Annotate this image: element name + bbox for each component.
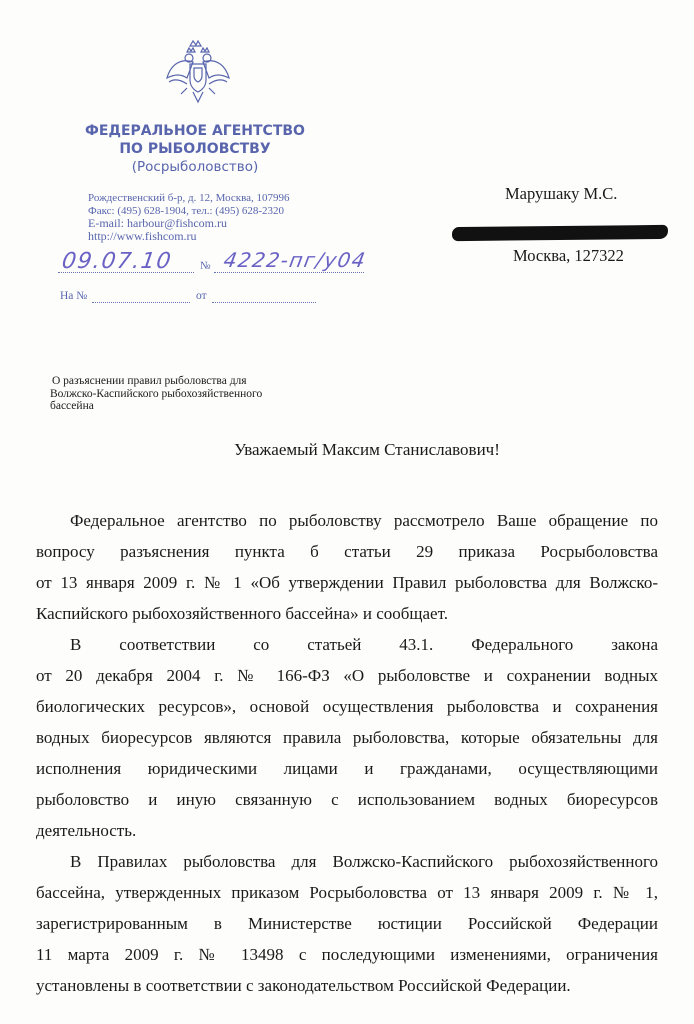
body-line: 11 марта 2009 г. № 13498 с последующими изменениями, ограничения — [36, 945, 658, 964]
agency-address: Рождественский б-р, д. 12, Москва, 107996 — [88, 192, 290, 204]
reference-date-underline — [212, 302, 316, 303]
body-line: исполнения юридическими лицами и гражданами, осуществляющими — [36, 759, 658, 778]
letter-subject — [50, 375, 320, 413]
agency-name-line1: ФЕДЕРАЛЬНОЕ АГЕНТСТВО — [85, 123, 305, 139]
subject-line2: Волжско-Каспийского рыбохозяйственного — [50, 387, 263, 400]
body-line: рыболовство и иную связанную с использованием водных биоресурсов — [36, 790, 658, 809]
body-line: от 20 декабря 2004 г. № 166-ФЗ «О рыболовстве и сохранении водных — [36, 666, 658, 685]
paragraph-3 — [36, 846, 658, 1001]
body-line: зарегистрированным в Министерстве юстиции Российской Федерации — [36, 914, 658, 933]
agency-contacts — [88, 192, 358, 242]
body-line: биологических ресурсов», основой осуществления рыболовства и сохранения — [36, 697, 658, 716]
paragraph-2 — [36, 629, 658, 846]
letter-body — [36, 505, 658, 1001]
paragraph-1 — [36, 505, 658, 629]
body-line: вопросу разъяснения пункта б статьи 29 приказа Росрыболовства — [36, 542, 658, 561]
number-sign: № — [200, 260, 211, 272]
body-line: установлены в соответствии с законодательством Российской Федерации. — [36, 976, 571, 995]
agency-name-line2: ПО РЫБОЛОВСТВУ — [119, 141, 271, 157]
body-line: Каспийского рыбохозяйственного бассейна» и сообщает. — [36, 604, 448, 623]
date-underline — [58, 272, 194, 273]
recipient-city: Москва, 127322 — [513, 246, 624, 265]
coat-of-arms-icon — [163, 38, 233, 106]
body-line: В Правилах рыболовства для Волжско-Каспийского рыбохозяйственного — [70, 852, 658, 871]
redacted-address — [452, 225, 668, 241]
agency-abbreviation: (Росрыболовство) — [131, 159, 259, 175]
agency-phones: Факс: (495) 628-1904, тел.: (495) 628-2320 — [88, 204, 285, 217]
agency-email: E-mail: harbour@fishcom.ru — [88, 216, 228, 230]
number-underline — [214, 272, 364, 273]
subject-line1: О разъяснении правил рыболовства для — [52, 375, 247, 387]
reference-number-label: На № — [60, 290, 88, 302]
outgoing-number: 4222-пг/у04 — [221, 248, 369, 272]
body-line: деятельность. — [36, 821, 137, 840]
reference-number-underline — [92, 302, 190, 303]
salutation: Уважаемый Максим Станиславович! — [234, 440, 500, 459]
agency-name-block — [55, 122, 335, 176]
body-line: бассейна, утвержденных приказом Росрыболовства от 13 января 2009 г. № 1, — [36, 883, 658, 902]
body-line: водных биоресурсов являются правила рыболовства, которые обязательны для — [36, 728, 658, 747]
body-line: Федеральное агентство по рыболовству рассмотрело Ваше обращение по — [70, 511, 658, 530]
outgoing-date: 09.07.10 — [60, 249, 174, 274]
body-line: В соответствии со статьей 43.1. Федерального закона — [70, 635, 658, 654]
recipient-name: Марушаку М.С. — [505, 184, 618, 203]
subject-line3: бассейна — [50, 400, 94, 412]
agency-website: http://www.fishcom.ru — [88, 228, 197, 243]
body-line: от 13 января 2009 г. № 1 «Об утверждении Правил рыболовства для Волжско- — [36, 573, 658, 592]
reference-from-label: от — [196, 290, 207, 302]
